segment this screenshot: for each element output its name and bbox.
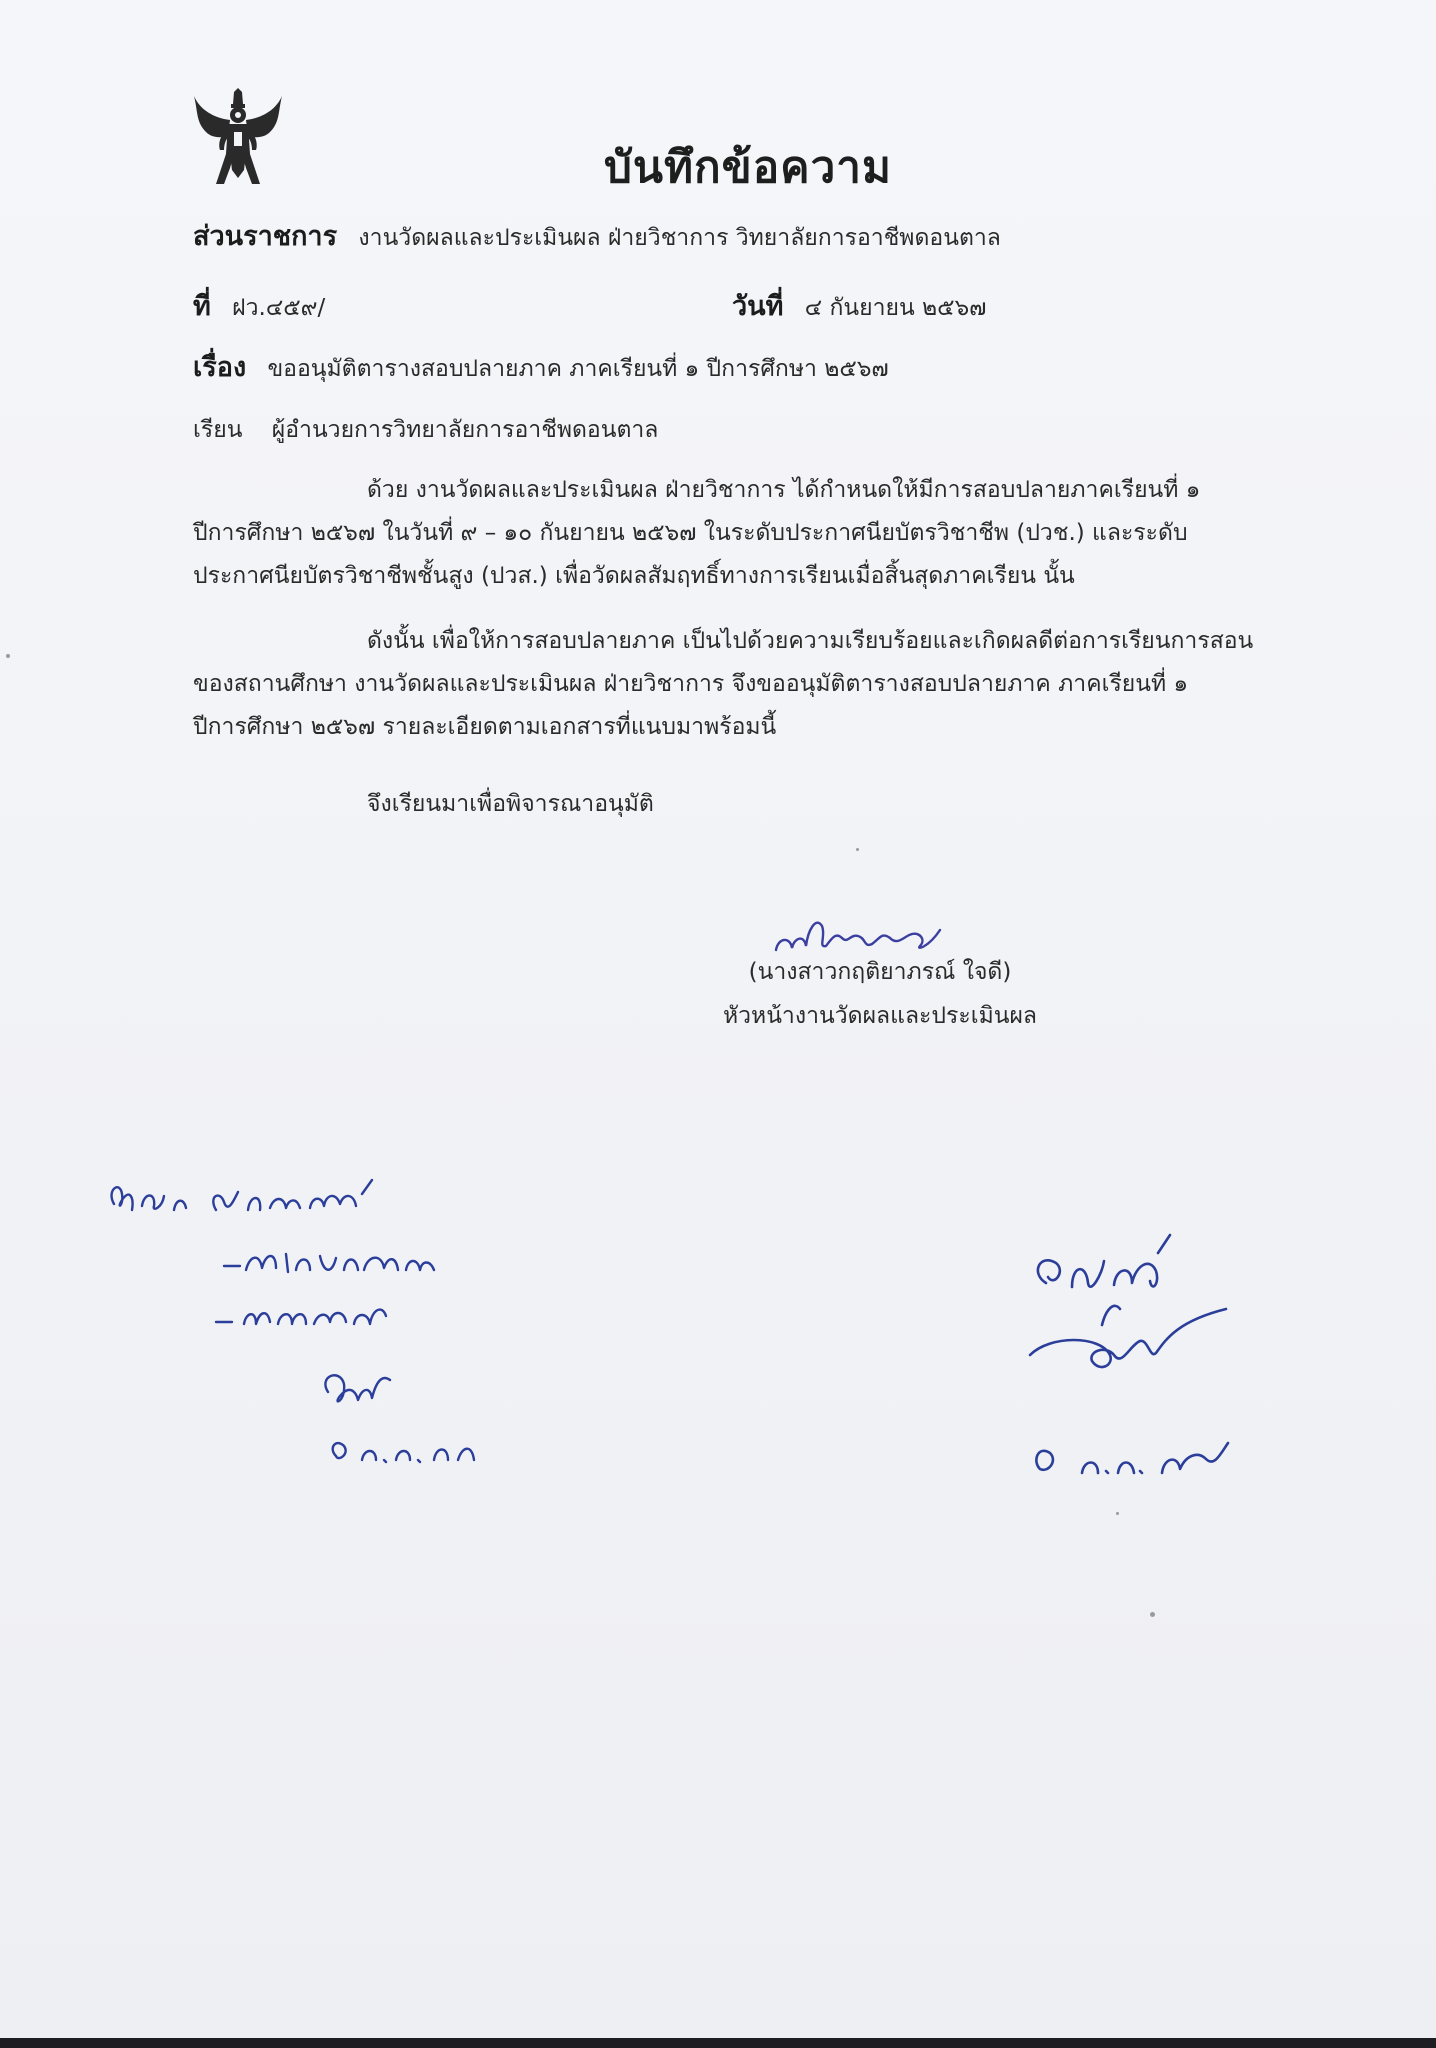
recipient-line [193,412,658,448]
handwritten-note-left [100,1170,520,1490]
memo-title: บันทึกข้อความ [603,142,892,193]
paragraph-2-line: ดังนั้น เพื่อให้การสอบปลายภาค เป็นไปด้วยความเรียบร้อยและเกิดผลดีต่อการเรียนการสอน [367,628,1254,654]
date-label: วันที่ [732,291,784,322]
handwritten-note-right [1010,1205,1270,1505]
paragraph-2-line: ของสถานศึกษา งานวัดผลและประเมินผล ฝ่ายวิชาการ จึงขออนุมัติตารางสอบปลายภาค ภาคเรียนที่ ๑ [193,671,1189,697]
signature-block [690,906,1070,1038]
subject-label: เรื่อง [193,352,247,383]
reference-line [193,284,325,327]
paper-speck [1116,1512,1119,1515]
reference-label: ที่ [193,291,211,322]
agency-value: งานวัดผลและประเมินผล ฝ่ายวิชาการ วิทยาลัยการอาชีพดอนตาล [358,225,1001,251]
signer-name: (นางสาวกฤติยาภรณ์ ใจดี) [748,959,1012,985]
agency-label: ส่วนราชการ [193,221,338,252]
paragraph-1-line: ด้วย งานวัดผลและประเมินผล ฝ่ายวิชาการ ได้กำหนดให้มีการสอบปลายภาคเรียนที่ ๑ [367,477,1201,503]
paragraph-1-line: ปีการศึกษา ๒๕๖๗ ในวันที่ ๙ – ๑๐ กันยายน ๒๕๖๗ ในระดับประกาศนียบัตรวิชาชีพ (ปวช.) และระดับ [193,520,1188,546]
date-value: ๔ กันยายน ๒๕๖๗ [804,295,987,321]
signer-position: หัวหน้างานวัดผลและประเมินผล [722,1003,1038,1029]
closing-text: จึงเรียนมาเพื่อพิจารณาอนุมัติ [367,791,654,817]
reference-value: ฝว.๔๕๙/ [232,295,326,321]
date-line [732,284,986,327]
recipient-label: เรียน [193,417,243,443]
paragraph-1-line: ประกาศนียบัตรวิชาชีพชั้นสูง (ปวส.) เพื่อวัดผลสัมฤทธิ์ทางการเรียนเมื่อสิ้นสุดภาคเรียน นั้น [193,563,1075,589]
paragraph-1 [193,469,1200,598]
agency-line [193,214,1001,257]
paper-speck [6,654,10,658]
closing-line [367,786,654,822]
subject-line [193,345,889,388]
scan-bottom-edge [0,2038,1436,2048]
paper-speck [856,848,859,851]
paragraph-2 [193,620,1253,749]
subject-value: ขออนุมัติตารางสอบปลายภาค ภาคเรียนที่ ๑ ปีการศึกษา ๒๕๖๗ [267,356,889,382]
paper-speck [1150,1612,1155,1617]
recipient-value: ผู้อำนวยการวิทยาลัยการอาชีพดอนตาล [271,417,659,443]
paragraph-2-line: ปีการศึกษา ๒๕๖๗ รายละเอียดตามเอกสารที่แนบมาพร้อมนี้ [193,714,777,740]
